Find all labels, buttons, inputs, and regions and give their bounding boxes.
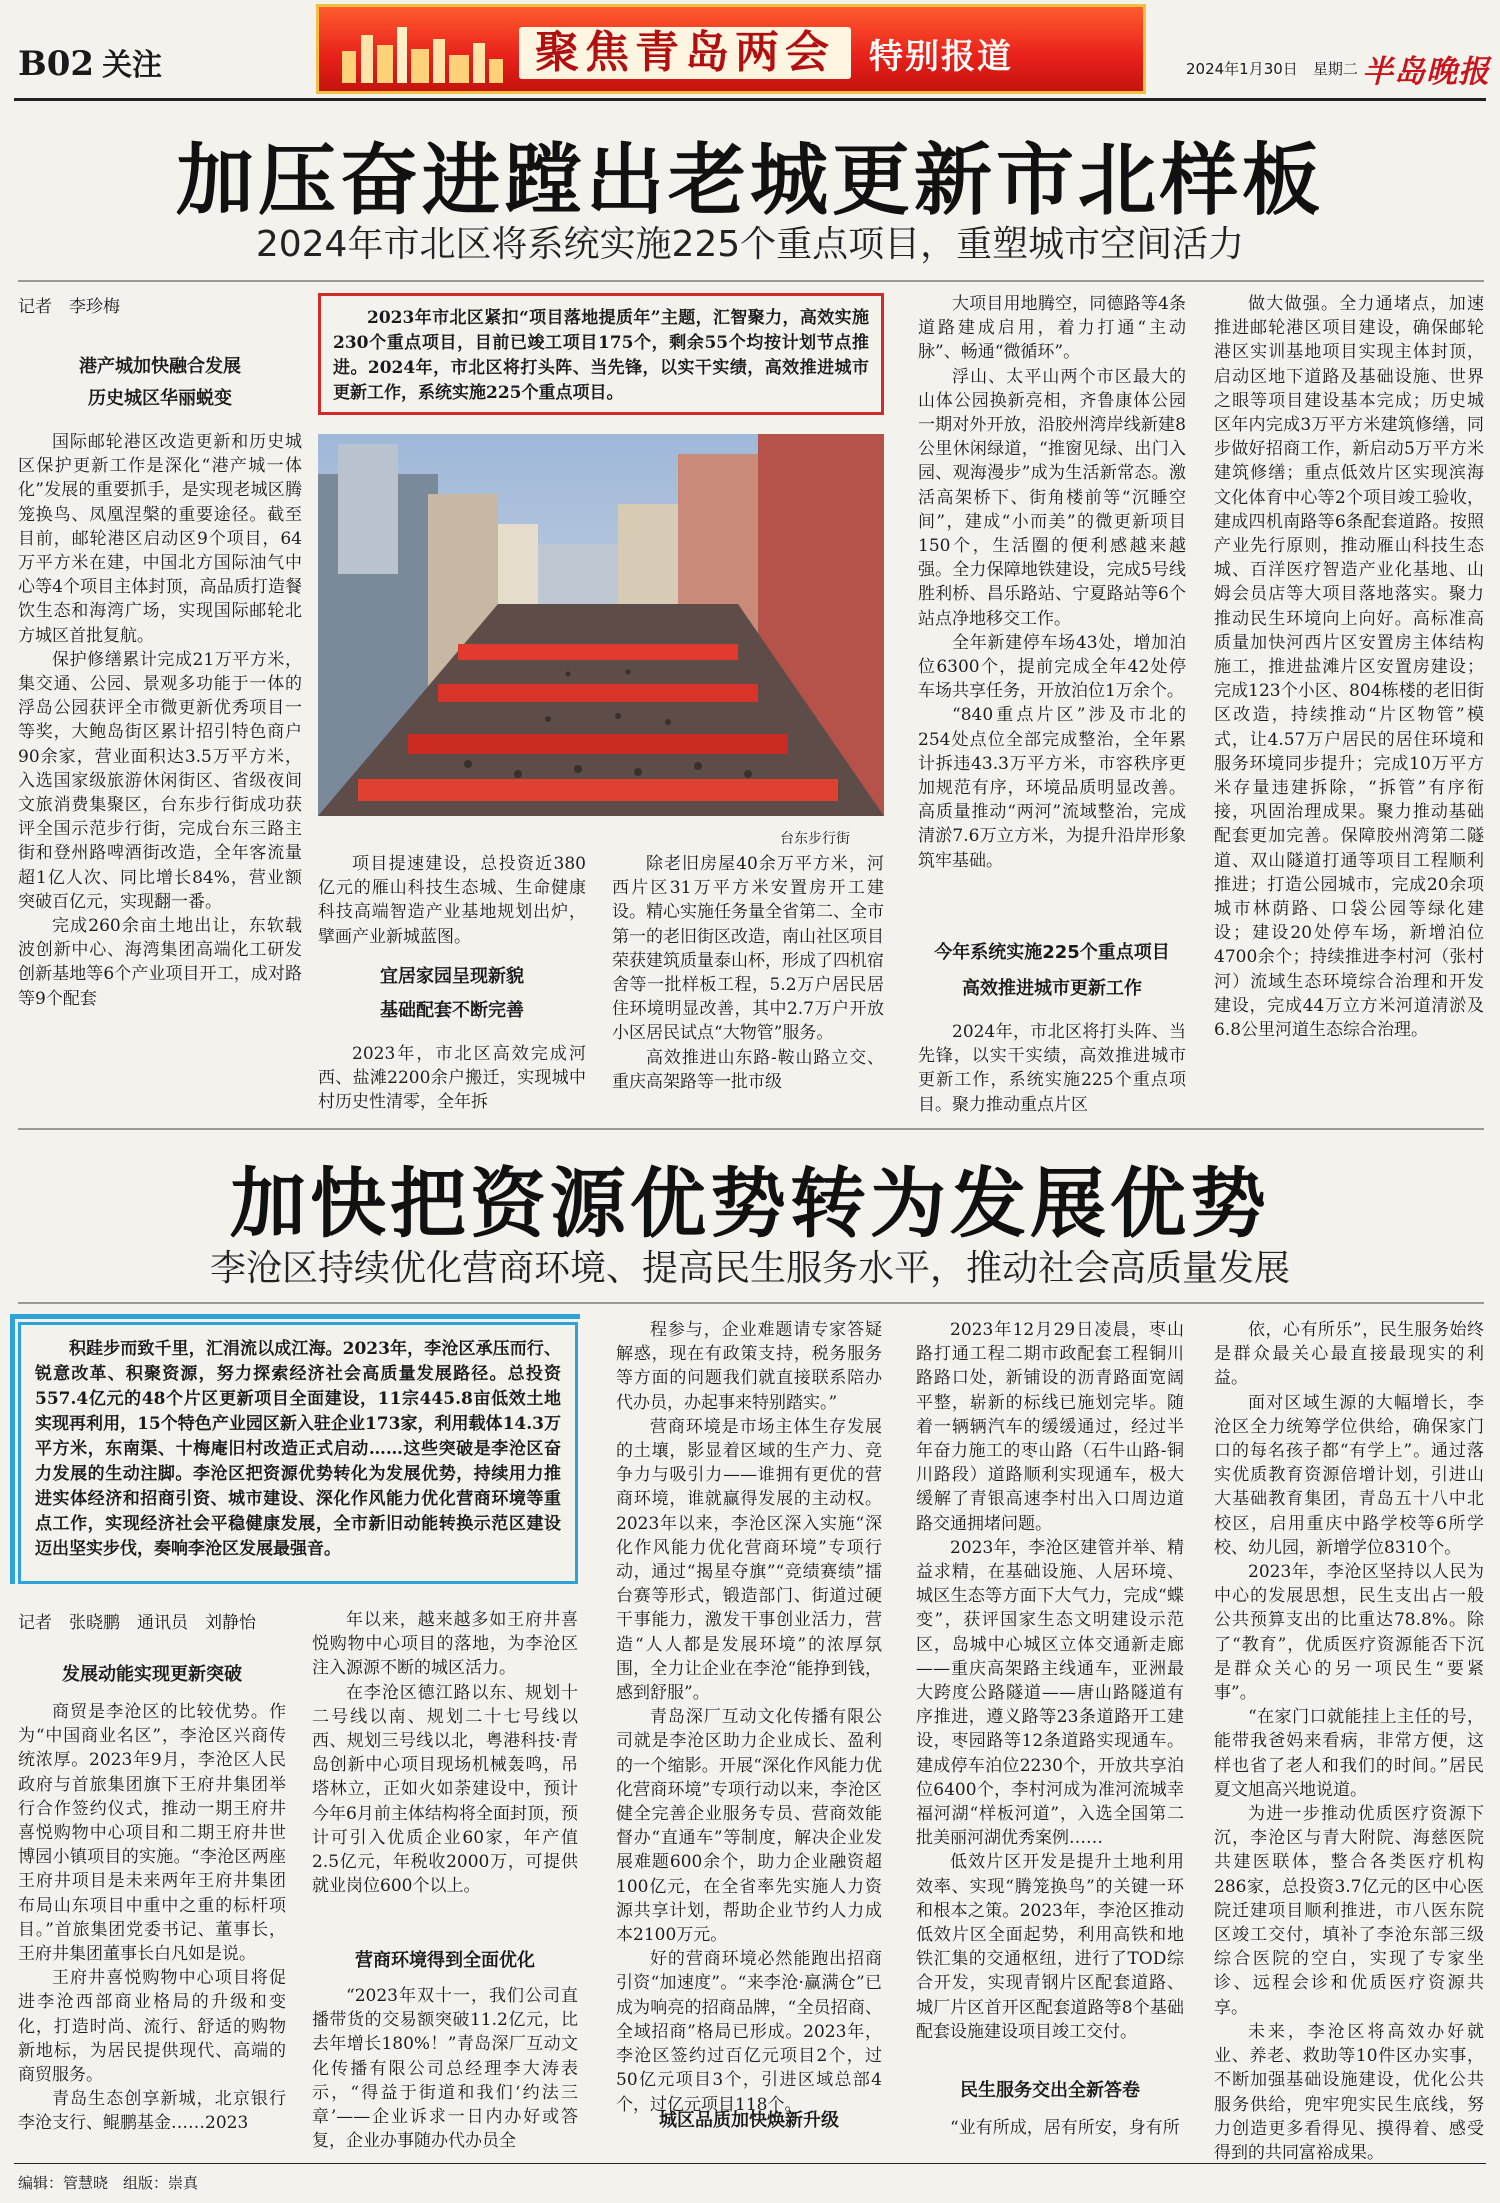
article2-headline: 加快把资源优势转为发展优势 xyxy=(230,1159,1270,1248)
masthead-rule xyxy=(14,98,1486,101)
paragraph: “在家门口就能挂上主任的号，能带我爸妈来看病，非常方便，这样也省了老人和我们的时间。”居民夏文旭高兴地说道。 xyxy=(1214,1707,1484,1800)
article1-column-2b xyxy=(318,1042,586,1112)
article1-subhead-4a: 今年系统实施225个重点项目 xyxy=(934,942,1170,963)
article1-subhead-1b: 历史城区华丽蜕变 xyxy=(88,388,232,409)
paragraph: 2023年，李沧区坚持以人民为中心的发展思想，民生支出占一般公共预算支出的比重达78.8%。除了“教育”，优质医疗资源能否下沉是群众关心的另一项民生“要紧事”。 xyxy=(1214,1562,1484,1704)
city-skyline-icon xyxy=(337,21,507,83)
paragraph: 2023年12月29日凌晨，枣山路打通工程二期市政配套工程铜川路路口处，新铺设的沥青路面宽阔平整，崭新的标线已施划完毕。随着一辆辆汽车的缓缓通过，经过半年奋力施工的枣山路（石牛山路-铜川路段）道路顺利实现通车，极大缓解了青银高速李村出入口周边道路交通拥堵问题。 xyxy=(916,1320,1184,1534)
paragraph: 面对区域生源的大幅增长，李沧区全力统筹学位供给，确保家门口的每名孩子都“有学上”。通过落实优质教育资源倍增计划，引进山大基础教育集团，青岛五十八中北校区，启用重庆中路学校等6所学校、幼儿园，新增学位8310个。 xyxy=(1214,1392,1484,1558)
paragraph: 营商环境是市场主体生存发展的土壤，影显着区域的生产力、竞争力与吸引力——谁拥有更优的营商环境，谁就赢得发展的主动权。2023年以来，李沧区深入实施“深化作风能力优化营商环境”专项行动，通过“揭星夺旗”“竞绩赛绩”擂台赛等形式，锻造部门、街道过硬干事能力，激发干事创业活力，营造“人人都是发展环境”的浓厚氛围，全力让企业在李沧“能挣到钱，感到舒服”。 xyxy=(616,1416,882,1704)
paragraph: 年以来，越来越多如王府井喜悦购物中心项目的落地，为李沧区注入源源不断的城区活力。 xyxy=(312,1610,578,1679)
page-number xyxy=(18,40,162,84)
article1-subhead: 2024年市北区将系统实施225个重点项目，重塑城市空间活力 xyxy=(255,224,1245,265)
article2-column-2b xyxy=(312,1984,578,2160)
paragraph: 在李沧区德江路以东、规划十二号线以南、规划二十七号线以西、规划三号线以北，粤港科技·青岛创新中心项目现场机械轰鸣，吊塔林立，正如火如荼建设中，预计今年6月前主体结构将全面封顶，预计可引入优质企业60家，年产值2.5亿元，年税收2000万，可提供就业岗位600个以上。 xyxy=(312,1682,578,1897)
paragraph: 除老旧房屋40余万平方米，河西片区31万平方米安置房开工建设。精心实施任务量全省第二、全市第一的老旧街区改造，南山社区项目荣获建筑质量泰山杯，形成了四机宿舍等一批样板工程，5.2万户居民居住环境明显改善，其中2.7万户开放小区居民试点“大物管”服务。 xyxy=(612,854,884,1044)
article1-column-2 xyxy=(318,852,586,947)
article2-column-3 xyxy=(616,1318,882,2115)
footer-rule xyxy=(14,2163,1486,2164)
pedestrian-street-image xyxy=(318,434,884,816)
paragraph: 好的营商环境必然能跑出招商引资“加速度”。“来李沧·赢满仓”已成为响亮的招商品牌，“全员招商、全域招商”格局已形成。2023年，李沧区签约过百亿元项目2个，过50亿元项目3个，引进区域总部4个，过亿元项目118个。 xyxy=(616,1949,882,2115)
paragraph: 商贸是李沧区的比较优势。作为“中国商业名区”，李沧区兴商传统浓厚。2023年9月，李沧区人民政府与首旅集团旗下王府井集团举行合作签约仪式，推动一期王府井喜悦购物中心项目和二期王府井世博园小镇项目的实施。“李沧区两座王府井项目是未来两年王府井集团布局山东项目中重中之重的标杆项目。”首旅集团党委书记、董事长，王府井集团董事长白凡如是说。 xyxy=(18,1702,286,1965)
section-name: 关注 xyxy=(102,48,163,83)
paragraph: “840重点片区”涉及市北的254处点位全部完成整治，全年累计拆违43.3万平方米，市容秩序更加规范有序，环境品质明显改善。高质量推动“两河”流域整治，完成清淤7.6万立方米，为提升沿岸形象筑牢基础。 xyxy=(918,705,1186,871)
paragraph: 未来，李沧区将高效办好就业、养老、救助等10件区办实事，不断加强基础设施建设，优化公共服务供给，兜牢兜实民生底线，努力创造更多看得见、摸得着、感受得到的共同富裕成果。 xyxy=(1214,2021,1484,2163)
paragraph: 程参与，企业难题请专家答疑解惑，现在有政策支持，税务服务等方面的问题我们就直接联系陪办代办员，办起事来特别踏实。” xyxy=(616,1320,882,1413)
paragraph: 为进一步推动优质医疗资源下沉，李沧区与青大附院、海慈医院共建医联体，整合各类医疗机构286家，总投资3.7亿元的区中心医院迁建项目顺利推进，市八医东院区竣工交付，填补了李沧东部三级综合医院的空白，实现了专家坐诊、远程会诊和优质医疗资源共享。 xyxy=(1214,1804,1484,2018)
paragraph: 高效推进山东路-鞍山路立交、重庆高架路等一批市级 xyxy=(612,1047,884,1092)
article1-top-rule xyxy=(18,280,1484,282)
paragraph: 青岛深厂互动文化传播有限公司就是李沧区助力企业成长、盈利的一个缩影。开展“深化作风能力优化营商环境”专项行动以来，李沧区健全完善企业服务专员、营商效能督办“直通车”等制度，解决企业发展难题600余个，助力企业融资超100亿元，在全省率先实施人力资源共享计划，帮助企业节约人力成本2100万元。 xyxy=(616,1707,882,1946)
editor-credit: 编辑：管慧晓 组版：崇真 xyxy=(18,2174,199,2192)
article2-top-rule xyxy=(18,1302,1484,1304)
article2-subhead-4: 民生服务交出全新答卷 xyxy=(960,2080,1140,2101)
article2-subhead-3: 城区品质加快焕新升级 xyxy=(659,2110,839,2131)
newspaper-logo: 半岛晚报 xyxy=(1362,54,1490,90)
paragraph: 王府井喜悦购物中心项目将促进李沧西部商业格局的升级和变化，打造时尚、流行、舒适的购物新地标，为居民提供现代、高端的商贸服务。 xyxy=(18,1968,286,2086)
issue-date xyxy=(1186,58,1358,79)
lead-text: 2023年市北区紧扣“项目落地提质年”主题，汇智聚力，高效实施230个重点项目，目前已竣工项目175个，剩余55个均按计划节点推进。2024年，市北区将打头阵、当先锋，以实干实绩，高效推进城市更新工作，系统实施225个重点项目。 xyxy=(333,308,869,403)
article2-column-2 xyxy=(312,1608,578,1944)
paragraph: 完成260余亩土地出让，东软载波创新中心、海湾集团高端化工研发创新基地等6个产业项目开工，成对路等9个配套 xyxy=(18,916,302,1009)
paragraph: 国际邮轮港区改造更新和历史城区保护更新工作是深化“港产城一体化”发展的重要抓手，是实现老城区腾笼换鸟、凤凰涅槃的重要途径。截至目前，邮轮港区启动区9个项目，64万平方米在建，中国北方国际油气中心等4个项目主体封顶，高品质打造餐饮生态和海湾广场，实现国际邮轮北方城区首批复航。 xyxy=(18,432,302,646)
article-divider xyxy=(18,1128,1484,1130)
article2-column-5 xyxy=(1214,1318,1484,2163)
article1-column-3 xyxy=(612,852,884,1114)
article1-subhead-1a: 港产城加快融合发展 xyxy=(79,356,241,377)
article1-subhead-2a: 宜居家园呈现新貌 xyxy=(380,966,524,987)
paragraph: 做大做强。全力通堵点，加速推进邮轮港区项目建设，确保邮轮港区实训基地项目实现主体封顶，启动区地下道路及基础设施、世界之眼等项目建设基本完成；历史城区年内完成3万平方米建筑修缮，同步做好招商工作，新启动5万平方米建筑修缮；重点低效片区实现滨海文化体育中心等2个项目竣工验收，建成四机南路等6条配套道路。按照产业先行原则，推动雁山科技生态城、百洋医疗智造产业化基地、山姆会员店等大项目落地落实。聚力推动民生环境向上向好。高标准高质量加快河西片区安置房主体结构施工，推进盐滩片区安置房建设；完成123个小区、804栋楼的老旧街区改造，持续推动“片区物管”模式，让4.57万户居民的居住环境和服务环境同步提升；完成10万平方米存量违建拆除，“拆管”有序衔接，巩固治理成果。聚力推动基础配套更加完善。保障胶州湾第二隧道、双山隧道打通等项目工程顺利推进；打造公园城市，完成20余项城市林荫路、口袋公园等绿化建设；建设20处停车场，新增泊位4700余个；持续推进李村河（张村河）流域生态环境综合治理和开发建设，完成44万立方米河道清淤及6.8公里河道生态综合治理。 xyxy=(1214,294,1484,1041)
paragraph: 保护修缮累计完成21万平方米，集交通、公园、景观多功能于一体的浮岛公园获评全市微更新优秀项目一等奖，大鲍岛街区累计招引特色商户90余家，营业面积达3.5万平方米，入选国家级旅游休闲街区、省级夜间文旅消费集聚区，台东步行街成功获评全国示范步行街，完成台东三路主街和登州路啤酒街改造，全年客流量超1亿人次、同比增长84%，营业额突破百亿元，实现翻一番。 xyxy=(18,649,302,912)
paragraph: 项目提速建设，总投资近380亿元的雁山科技生态城、生命健康科技高端智造产业基地规划出炉，擘画产业新城蓝图。 xyxy=(318,854,586,947)
street-photo xyxy=(318,434,884,816)
paragraph: 2024年，市北区将打头阵、当先锋，以实干实绩，高效推进城市更新工作，系统实施225个重点项目。聚力推动重点片区 xyxy=(918,1022,1186,1115)
paragraph: 2023年，李沧区建管并举、精益求精，在基础设施、人居环境、城区生态等方面下大气力，完成“蝶变”，获评国家生态文明建设示范区，岛城中心城区立体交通新走廊——重庆高架路主线通车，亚洲最大跨度公路隧道——唐山路隧道有序推进，遵义路等23条道路开工建设，枣园路等12条道路实现通车。建成停车泊位2230个，开放共享泊位6400个，李村河成为准河流城幸福河湖“样板河道”，入选全国第二批美丽河湖优秀案例…… xyxy=(916,1537,1184,1849)
special-report-banner xyxy=(316,4,1146,94)
photo-caption: 台东步行街 xyxy=(780,831,850,847)
paragraph: 青岛生态创享新城，北京银行李沧支行、鲲鹏基金……2023 xyxy=(18,2089,286,2134)
article1-column-1 xyxy=(18,430,302,1110)
paragraph: 全年新建停车场43处，增加泊位6300个，提前完成全年42处停车场共享任务，开放泊位1万余个。 xyxy=(918,632,1186,702)
date-text: 2024年1月30日 xyxy=(1186,60,1298,78)
article2-subhead-1: 发展动能实现更新突破 xyxy=(62,1664,242,1685)
paragraph: 浮山、太平山两个市区最大的山体公园换新亮相，齐鲁康体公园一期对外开放，沿胶州湾岸线新建8公里休闲绿道，“推窗见绿、出门入园、观海漫步”成为生活新常态。激活高架桥下、街角楼前等“沉睡空间”，建成“小而美”的微更新项目150个，生活圈的便利感越来越强。全力保障地铁建设，完成5号线胜利桥、昌乐路站、宁夏路站等6个站点净地移交工作。 xyxy=(918,366,1186,629)
banner-title: 聚焦青岛两会 xyxy=(519,27,851,79)
banner-subtitle: 特别报道 xyxy=(869,36,1013,77)
page-number-label: B02 xyxy=(18,44,95,84)
paragraph: 2023年，市北区高效完成河西、盐滩2200余户搬迁，实现城中村历史性清零，全年拆 xyxy=(318,1044,586,1113)
article1-subhead-4b: 高效推进城市更新工作 xyxy=(962,978,1142,999)
banner-text xyxy=(519,27,1083,79)
article1-headline: 加压奋进蹚出老城更新市北样板 xyxy=(175,135,1324,226)
article1-byline: 记者 李珍梅 xyxy=(18,297,120,317)
article1-subhead-2b: 基础配套不断完善 xyxy=(380,1000,524,1021)
article2-lead-box xyxy=(18,1322,578,1584)
lead-text: 积跬步而致千里，汇涓流以成江海。2023年，李沧区承压而行、锐意改革、积聚资源，努力探索经济社会高质量发展路径。总投资557.4亿元的48个片区更新项目全面建设，11宗445.8亩低效土地实现再利用，15个特色产业园区新入驻企业173家，利用载体14.3万平方米，东南渠、十梅庵旧村改造正式启动……这些突破是李沧区奋力发展的生动注脚。李沧区把资源优势转化为发展优势，持续用力推进实体经济和招商引资、城市建设、深化作风能力优化营商环境等重点工作，实现经济社会平稳健康发展，全市新旧动能转换示范区建设迈出坚实步伐，奏响李沧区发展最强音。 xyxy=(35,1339,561,1559)
article2-subhead-2: 营商环境得到全面优化 xyxy=(355,1950,535,1971)
article1-lead-box xyxy=(318,293,884,415)
paragraph: 依，心有所乐”，民生服务始终是群众最关心最直接最现实的利益。 xyxy=(1214,1320,1484,1389)
paragraph: 低效片区开发是提升土地利用效率、实现“腾笼换鸟”的关键一环和根本之策。2023年，李沧区推动低效片区全面起势，利用高铁和地铁汇集的交通枢纽，进行了TOD综合开发，实现青钢片区配套道路、城厂片区首开区配套道路等8个基础配套设施建设项目竣工交付。 xyxy=(916,1852,1184,2042)
paragraph: 大项目用地腾空，同德路等4条道路建成启用，着力打通“主动脉”、畅通“微循环”。 xyxy=(918,294,1186,363)
article1-column-4b xyxy=(918,1020,1186,1114)
article2-column-4 xyxy=(916,1318,1184,2070)
article1-column-4 xyxy=(918,292,1186,932)
weekday-text: 星期二 xyxy=(1312,60,1358,78)
paragraph: “业有所成，居有所安，身有所 xyxy=(950,2118,1180,2138)
article2-column-4b xyxy=(916,2116,1184,2146)
article2-subhead: 李沧区持续优化营商环境、提高民生服务水平，推动社会高质量发展 xyxy=(209,1248,1290,1289)
article2-column-1 xyxy=(18,1700,286,2160)
paragraph: “2023年双十一，我们公司直播带货的交易额突破11.2亿元，比去年增长180%！”青岛深厂互动文化传播有限公司总经理李大涛表示，“得益于街道和我们‘约法三章’——企业诉求一日内办好或答复，企业办事随办代办员全 xyxy=(312,1986,578,2152)
article1-column-5 xyxy=(1214,292,1484,1114)
article2-byline: 记者 张晓鹏 通讯员 刘静怡 xyxy=(18,1613,256,1633)
